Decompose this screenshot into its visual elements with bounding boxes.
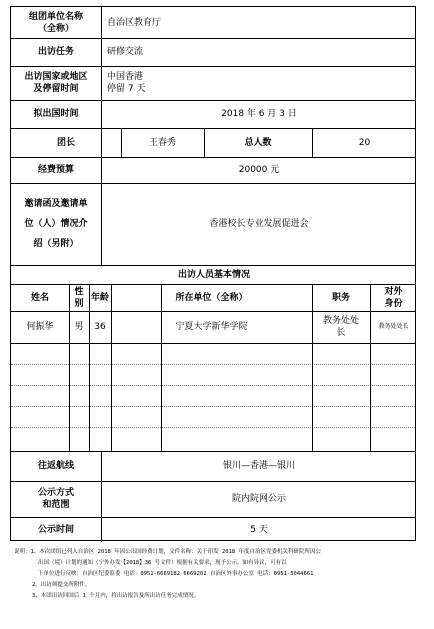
note-line: 3、本团出访回国后 1 个月内，将出访报告及所出访任务完成情况。 — [32, 593, 200, 599]
publicity-value: 院内院网公示 — [231, 494, 286, 504]
route-label: 往返航线 — [37, 461, 74, 471]
members-title: 出访人员基本情况 — [177, 269, 250, 280]
route-value: 银川—香港—银川 — [222, 461, 295, 471]
invite-value: 香港校长专业发展促进会 — [209, 219, 309, 229]
col-gender: 性 别 — [74, 286, 84, 309]
publicity-label: 公示方式 和范围 — [37, 488, 74, 510]
departure-value: 2018 年 6 月 3 日 — [221, 109, 297, 119]
delegation-form — [10, 6, 416, 541]
publicity-time-label: 公示时间 — [37, 524, 74, 535]
budget-value: 20000 元 — [238, 165, 280, 175]
notes — [14, 547, 420, 602]
org-value: 自治区教育厅 — [107, 17, 162, 28]
member-age: 36 — [94, 322, 106, 332]
budget-label: 经费预算 — [37, 165, 74, 175]
total-value: 20 — [358, 137, 371, 148]
task-label: 出访任务 — [37, 47, 74, 57]
country-label: 出访国家或地区 及停留时间 — [24, 72, 88, 94]
note-line: 下单位进行反映：自治区纪委监委 电话：0951-6669182 6669202 自治区外事办公室 电话：0951-5044661 — [38, 571, 314, 577]
leader-label: 团长 — [56, 137, 75, 148]
col-unit: 所在单位（全称） — [175, 292, 248, 303]
col-age: 年龄 — [90, 292, 109, 303]
member-job: 教务处处 长 — [322, 316, 359, 338]
col-job: 职务 — [331, 292, 350, 303]
member-unit: 宁夏大学新华学院 — [175, 322, 248, 332]
note-line: 说明：1、本次团组已列入自治区 2018 年因公出国经费计划，文件名称：关于印发 2018 年度自治区党委机关科研院所因公 — [14, 549, 322, 555]
note-line: 出国（境）计划的通知（宁外办发【2018】36 号文件）根据有关要求，现予公示，如有异议，可有以 — [38, 560, 287, 566]
country-value: 中国香港 停留 7 天 — [107, 72, 146, 94]
departure-label: 拟出国时间 — [33, 109, 79, 119]
task-value: 研修交流 — [107, 47, 144, 57]
note-line: 2、出访须提交所附件。 — [32, 582, 91, 588]
member-identity: 教务处处长 — [378, 323, 409, 330]
leader-value: 王春秀 — [148, 137, 176, 148]
org-label: 组团单位名称 （全称） — [28, 11, 83, 34]
member-gender: 男 — [74, 322, 84, 332]
total-label: 总人数 — [244, 137, 272, 148]
member-name: 何振华 — [26, 322, 54, 332]
col-name: 姓名 — [30, 292, 49, 303]
col-identity: 对外 身份 — [384, 286, 403, 309]
publicity-time-value: 5 天 — [250, 524, 268, 535]
invite-label: 邀请函及邀请单 位（人）情况介 绍（另附） — [24, 199, 88, 249]
